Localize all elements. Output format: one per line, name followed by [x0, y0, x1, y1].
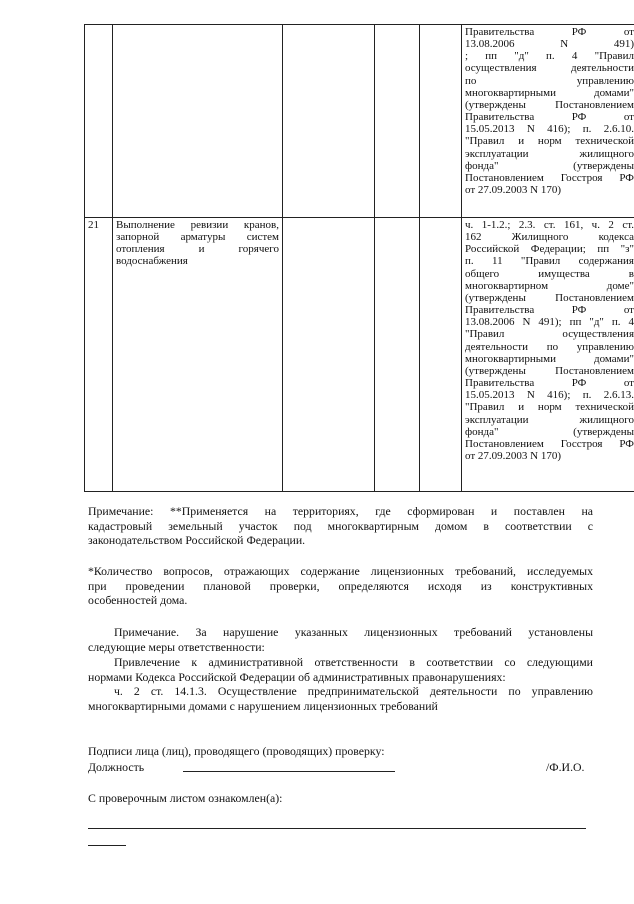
note-line: ч. 2 ст. 14.1.3. Осуществление предпринимательской деятельности по управлению — [114, 684, 593, 698]
cell-number — [85, 25, 113, 218]
table-row — [85, 218, 634, 492]
note-article — [88, 684, 593, 713]
cell-empty — [375, 218, 420, 492]
cell-empty — [283, 25, 375, 218]
legal-basis-line: от 27.09.2003 N 170) — [465, 184, 562, 197]
legal-basis-line: 15.05.2013 N 416); п. 2.6.10. — [465, 123, 634, 136]
requirement-line: запорной арматуры систем — [116, 231, 279, 244]
cell-requirement — [113, 218, 283, 492]
acquainted-label: С проверочным листом ознакомлен(а): — [88, 791, 283, 805]
signatures-title: Подписи лица (лиц), проводящего (проводящих) проверку: — [88, 744, 385, 758]
legal-basis-line: 15.05.2013 N 416); п. 2.6.13. — [465, 389, 634, 402]
cell-number: 21 — [85, 218, 113, 492]
cell-legal-basis — [462, 25, 634, 218]
position-signature-line[interactable] — [183, 771, 395, 772]
legal-basis-line: Постановлением Госстроя РФ — [465, 171, 634, 184]
position-label: Должность — [88, 760, 145, 774]
legal-basis-line: ; пп "д" п. 4 "Правил — [465, 50, 634, 63]
acquainted-signature-line[interactable] — [88, 828, 586, 829]
acquainted-signature-line-continued[interactable] — [88, 845, 126, 846]
legal-basis-line: ч. 1-1.2.; 2.3. ст. 161, ч. 2 ст. — [465, 219, 634, 231]
cell-empty — [283, 218, 375, 492]
requirement-line: водоснабжения — [116, 255, 188, 268]
note-line: нормами Кодекса Российской Федерации об административных правонарушениях: — [88, 669, 506, 684]
legal-basis-line: осуществления деятельности — [465, 62, 634, 75]
legal-basis-line: Правительства РФ от — [465, 111, 634, 124]
legal-basis-line: Постановлением Госстроя РФ — [465, 437, 634, 450]
requirement-line: Выполнение ревизии кранов, — [116, 219, 279, 231]
legal-basis-line: многоквартирными домами" — [465, 86, 634, 99]
note-line: при проведении плановой проверки, определяются исходя из конструктивных — [88, 578, 593, 593]
note-line: кадастровый земельный участок под многоквартирным домом в соответствии с — [88, 518, 593, 533]
note-line: особенностей дома. — [88, 593, 188, 608]
legal-basis-line: 13.08.2006 N 491) — [465, 38, 634, 51]
note-line: многоквартирными домами с нарушением лицензионных требований — [88, 698, 438, 713]
legal-basis-line: эксплуатации жилищного — [465, 147, 634, 160]
legal-basis-line: многоквартирном доме" — [465, 279, 634, 292]
legal-basis-line: деятельности по управлению — [465, 340, 634, 353]
legal-basis-line: Правительства РФ от — [465, 26, 634, 38]
legal-basis-line: общего имущества в — [465, 267, 634, 280]
legal-basis-line: по управлению — [465, 74, 634, 87]
legal-basis-line: (утверждены Постановлением — [465, 364, 634, 377]
legal-basis-line: "Правил осуществления — [465, 328, 634, 341]
legal-basis-line: (утверждены Постановлением — [465, 98, 634, 111]
requirement-line: отопления и горячего — [116, 243, 279, 256]
note-administrative — [88, 655, 593, 684]
legal-basis-line: п. 11 "Правил содержания — [465, 255, 634, 268]
note-line: законодательством Российской Федерации. — [88, 533, 306, 548]
legal-basis-line: фонда" (утверждены — [465, 159, 634, 172]
note-applicability — [88, 504, 593, 548]
legal-basis-line: 13.08.2006 N 491); пп "д" п. 4 — [465, 316, 634, 329]
legal-basis-line: от 27.09.2003 N 170) — [465, 449, 562, 462]
legal-basis-line: "Правил и норм технической — [465, 135, 634, 148]
cell-requirement — [113, 25, 283, 218]
legal-basis-line: эксплуатации жилищного — [465, 413, 634, 426]
note-line: Примечание. За нарушение указанных лицензионных требований установлены — [114, 625, 593, 639]
note-line: следующие меры ответственности: — [88, 639, 265, 654]
legal-basis-line: (утверждены Постановлением — [465, 291, 634, 304]
fio-label: /Ф.И.О. — [546, 760, 585, 774]
legal-basis-line: Правительства РФ от — [465, 377, 634, 390]
note-line: *Количество вопросов, отражающих содержание лицензионных требований, исследуемых — [88, 564, 593, 578]
cell-legal-basis — [462, 218, 634, 492]
table-row — [85, 25, 634, 218]
legal-basis-line: Российской Федерации; пп "з" — [465, 243, 634, 256]
legal-basis-line: 162 Жилищного кодекса — [465, 231, 634, 244]
note-liability — [88, 625, 593, 654]
note-line: Примечание: **Применяется на территориях, где сформирован и поставлен на — [88, 504, 593, 518]
legal-basis-line: Правительства РФ от — [465, 304, 634, 317]
legal-basis-line: фонда" (утверждены — [465, 425, 634, 438]
inspection-table — [84, 24, 634, 492]
cell-empty — [420, 25, 462, 218]
legal-basis-line: "Правил и норм технической — [465, 401, 634, 414]
cell-empty — [375, 25, 420, 218]
note-question-count — [88, 564, 593, 608]
legal-basis-line: многоквартирными домами" — [465, 352, 634, 365]
cell-empty — [420, 218, 462, 492]
note-line: Привлечение к административной ответственности в соответствии со следующими — [114, 655, 593, 669]
